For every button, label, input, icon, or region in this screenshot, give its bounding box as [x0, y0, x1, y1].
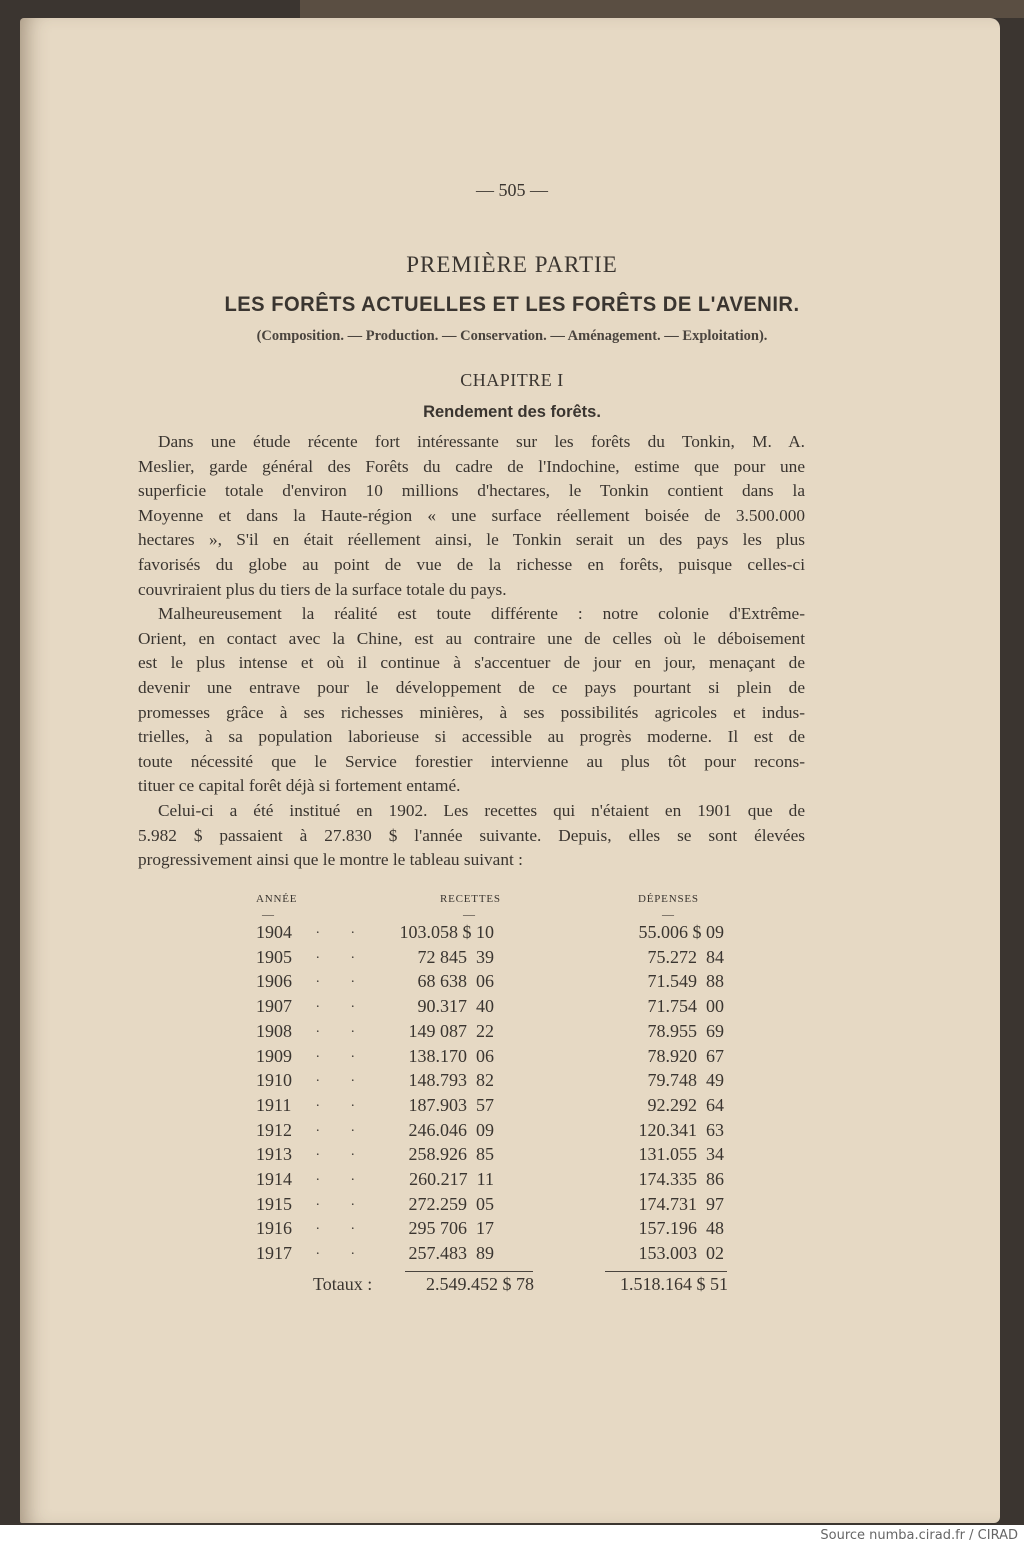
text-line: hectares », S'il en était réellement ainsi, le Tonkin serait un des pays les plus	[138, 530, 805, 550]
leader-dots: . .	[316, 1045, 369, 1061]
text-line: Orient, en contact avec la Chine, est au contraire une de celles où le déboisement	[138, 628, 805, 648]
table-row	[0, 1021, 1024, 1046]
leader-dots: . .	[316, 946, 369, 962]
recettes: 149 087 22	[408, 1020, 494, 1041]
text-line: promesses grâce à ses richesses minières, à ses possibilités agricoles et indus-	[138, 702, 805, 722]
text-line: est le plus intense et où il continue à s'accentuer de jour en jour, menaçant de	[138, 653, 805, 673]
table-row	[0, 1243, 1024, 1268]
leader-dots: . .	[316, 1243, 369, 1259]
table-row	[0, 947, 1024, 972]
table-row	[0, 1218, 1024, 1243]
totals-label: Totaux :	[313, 1274, 373, 1294]
year: 1908	[256, 1020, 292, 1041]
total-depenses: 1.518.164 $ 51	[620, 1274, 728, 1294]
table-row	[0, 996, 1024, 1021]
depenses: 78.955 69	[647, 1020, 724, 1041]
part-heading: PREMIÈRE PARTIE	[406, 252, 618, 277]
text-line: tituer ce capital forêt déjà si fortement entamé.	[138, 776, 461, 796]
leader-dots: . .	[316, 1119, 369, 1135]
recettes: 260.217 11	[409, 1169, 494, 1189]
recettes: 272.259 05	[408, 1193, 494, 1214]
text-line: Malheureusement la réalité est toute différente : notre colonie d'Extrême-	[158, 604, 805, 624]
text-line: Meslier, garde général des Forêts du cadre de l'Indochine, estime que pour une	[138, 456, 805, 476]
subtitle: (Composition. — Production. — Conservation. — Aménagement. — Exploitation).	[256, 328, 768, 344]
table-row	[0, 1144, 1024, 1169]
table-row	[0, 1095, 1024, 1120]
section-heading: Rendement des forêts.	[423, 403, 601, 421]
total-rule	[405, 1271, 533, 1272]
recettes: 68 638 06	[417, 971, 494, 992]
year: 1905	[256, 946, 292, 967]
recettes: 187.903 57	[408, 1094, 494, 1115]
text-line: devenir une entrave pour le développement de ce pays pourtant si plein de	[138, 678, 805, 697]
recettes: 90.317 40	[417, 996, 494, 1017]
text-line: Dans une étude récente fort intéressante sur les forêts du Tonkin, M. A.	[158, 432, 805, 451]
leader-dots: . .	[316, 971, 369, 987]
depenses: 78.920 67	[647, 1045, 724, 1066]
year: 1915	[256, 1193, 292, 1214]
leader-dots: . .	[316, 1218, 369, 1234]
year: 1913	[256, 1144, 292, 1165]
table-row	[0, 1169, 1024, 1194]
leader-dots: . .	[316, 1020, 369, 1036]
year: 1917	[256, 1243, 292, 1264]
year: 1911	[256, 1094, 292, 1115]
depenses: 157.196 48	[638, 1218, 724, 1239]
book-edge	[300, 0, 1024, 18]
recettes: 258.926 85	[408, 1144, 494, 1165]
leader-dots: . .	[316, 1144, 369, 1160]
recettes: 103.058 $ 10	[399, 922, 494, 942]
page-number: — 505 —	[476, 180, 548, 200]
text-line: favorisés du globe au point de vue de la richesse en forêts, puisque celles-ci	[138, 555, 805, 574]
depenses: 71.754 00	[647, 996, 724, 1017]
depenses: 79.748 49	[647, 1070, 724, 1091]
leader-dots: . .	[316, 1070, 369, 1086]
recettes: 257.483 89	[408, 1243, 494, 1264]
recettes: 148.793 82	[408, 1070, 494, 1091]
header-annee: ANNÉE	[256, 893, 298, 905]
recettes: 72 845 39	[417, 946, 494, 967]
table-row	[0, 922, 1024, 947]
depenses: 120.341 63	[638, 1119, 724, 1140]
year: 1907	[256, 996, 292, 1017]
text-line: Moyenne et dans la Haute-région « une surface réellement boisée de 3.500.000	[138, 505, 805, 525]
text-line: couvriraient plus du tiers de la surface totale du pays.	[138, 579, 507, 599]
year: 1916	[256, 1218, 292, 1239]
table-row	[0, 1120, 1024, 1145]
leader-dots: . .	[316, 922, 369, 937]
depenses: 92.292 64	[647, 1094, 724, 1115]
leader-dots: . .	[316, 996, 369, 1012]
recettes: 138.170 06	[408, 1045, 494, 1066]
total-rule	[605, 1271, 727, 1272]
source-credit: Source numba.cirad.fr / CIRAD	[820, 1528, 1018, 1543]
year: 1912	[256, 1119, 292, 1140]
total-recettes: 2.549.452 $ 78	[426, 1274, 534, 1294]
header-dash: —	[262, 907, 274, 921]
recettes: 246.046 09	[408, 1119, 494, 1140]
year: 1910	[256, 1070, 292, 1091]
header-recettes: RECETTES	[440, 893, 501, 905]
depenses: 131.055 34	[638, 1144, 724, 1165]
text-line: Celui-ci a été institué en 1902. Les recettes qui n'étaient en 1901 que de	[158, 801, 805, 820]
year: 1904	[256, 922, 292, 942]
depenses: 71.549 88	[647, 971, 724, 992]
text-line: 5.982 $ passaient à 27.830 $ l'année suivante. Depuis, elles se sont élevées	[138, 825, 805, 845]
depenses: 55.006 $ 09	[638, 922, 724, 942]
table-row	[0, 1070, 1024, 1095]
table-row	[0, 1046, 1024, 1071]
header-dash: —	[662, 907, 674, 921]
page-title: LES FORÊTS ACTUELLES ET LES FORÊTS DE L'AVENIR.	[224, 293, 800, 316]
text-line: toute nécessité que le Service forestier intervienne au plus tôt pour recons-	[138, 751, 805, 771]
year: 1914	[256, 1169, 292, 1189]
leader-dots: . .	[316, 1193, 369, 1209]
header-dash: —	[463, 907, 475, 921]
depenses: 174.731 97	[638, 1193, 724, 1214]
year: 1909	[256, 1045, 292, 1066]
depenses: 153.003 02	[638, 1243, 724, 1264]
header-depenses: DÉPENSES	[638, 893, 699, 905]
table-row	[0, 971, 1024, 996]
text-line: superficie totale d'environ 10 millions d'hectares, le Tonkin contient dans la	[138, 481, 805, 501]
depenses: 75.272 84	[647, 946, 724, 967]
text-line: progressivement ainsi que le montre le tableau suivant :	[138, 850, 523, 870]
year: 1906	[256, 971, 292, 992]
text-line: trielles, à sa population laborieuse si accessible au progrès moderne. Il est de	[138, 727, 805, 747]
recettes: 295 706 17	[408, 1218, 494, 1239]
leader-dots: . .	[316, 1169, 369, 1184]
leader-dots: . .	[316, 1094, 369, 1110]
depenses: 174.335 86	[638, 1169, 724, 1189]
table-row	[0, 1194, 1024, 1219]
chapter-heading: CHAPITRE I	[460, 370, 564, 390]
